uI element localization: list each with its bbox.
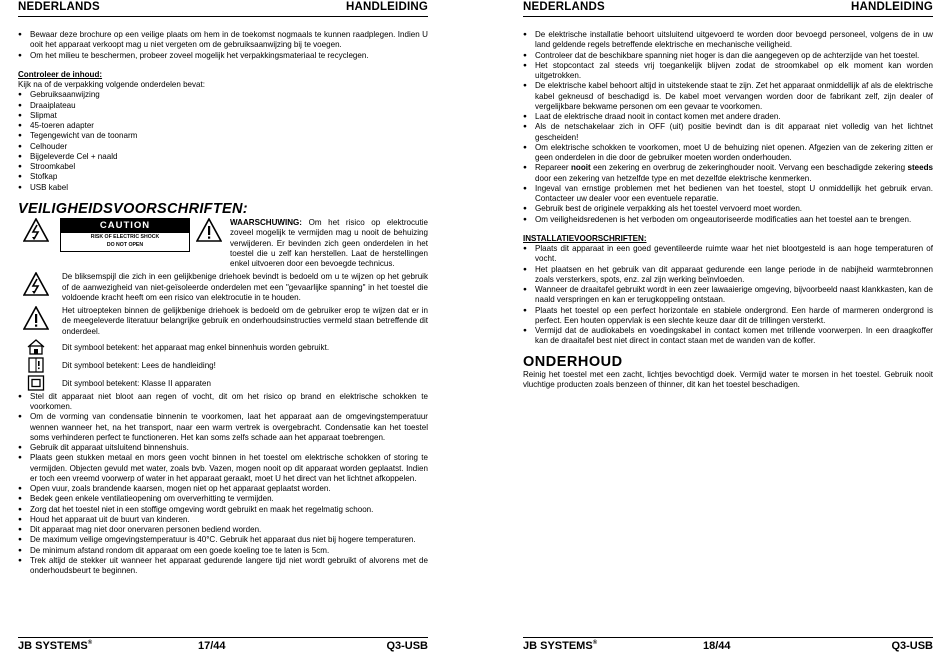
safety-heading: VEILIGHEIDSVOORSCHRIFTEN: [18,200,248,217]
footer-brand: JB SYSTEMS® [523,640,598,652]
page-right [523,0,933,654]
list-item: ● Slipmat [18,111,428,121]
indoor-symbol-text: Dit symbool betekent: het apparaat mag enkel binnenhuis worden gebruikt. [62,342,330,352]
list-item: ● Open vuur, zoals brandende kaarsen, mogen niet op het apparaat geplaatst worden. [18,484,428,494]
list-item: ● Bewaar deze brochure op een veilige plaats om hem in de toekomst nogmaals te kunnen raadplegen. Indien U ooit het apparaat verkoopt mag u niet vergeten om de gebruiksaanwijzing bij te voegen. [18,30,428,51]
list-item: ● Het plaatsen en het gebruik van dit apparaat gedurende een lange periode in de nabijheid warmtebronnen zoals versterkers, spots, enz. zal zijn werking beïnvloeden. [523,265,933,286]
maintenance-text: Reinig het toestel met een zacht, lichtjes bevochtigd doek. Vermijd water te morsen in het toestel. Gebruik nooit vluchtige producten zoals benzeen of thinner, dit kan het toestel beschadigen. [523,369,933,389]
exclamation-row [18,306,428,337]
manual-book-icon [18,357,54,373]
list-item: ● De elektrische kabel behoort altijd in uitstekende staat te zijn. Zet het apparaat onmiddellijk af als de elektrische kabel gekneusd of beschadigd is. De kabel moet vervangen worden door de fabrikant zelf, zijn dealer of vergelijkbare bekwame personen om een gevaar te voorkomen. [523,81,933,112]
install-section [523,234,933,347]
list-item: ● Trek altijd de stekker uit wanneer het apparaat gedurende langere tijd niet wordt gebruikt of alvorens met de onderhoudsbeurt te beginnen. [18,556,428,577]
list-item: ● Houd het apparaat uit de buurt van kinderen. [18,515,428,525]
page-footer [523,640,933,654]
caution-row [18,218,428,269]
list-item: ● Stroomkabel [18,162,428,172]
list-item: ● Repareer nooit een zekering en overbrug de zekeringhouder nooit. Vervang een beschadigde zekering steeds door een zekering van hetzelfde type en met dezelfde elektrische kenmerken. [523,163,933,184]
safety-list [18,392,428,577]
list-item: ● Gebruik best de originele verpakking als het toestel vervoerd moet worden. [523,204,933,214]
lightning-triangle-icon [18,272,54,296]
house-icon [18,339,54,355]
footer-rule [18,637,428,638]
list-item: ● Als de netschakelaar zich in OFF (uit) positie bevindt dan is dit apparaat niet volledig van het lichtnet gescheiden! [523,122,933,143]
footer-model: Q3-USB [386,640,428,652]
list-item: ● Controleer dat de beschikbare spanning niet hoger is dan die aangegeven op de achterzijde van het toestel. [523,51,933,61]
indoor-symbol-row [18,339,428,355]
class2-symbol-row [18,375,428,391]
list-item: ● Om veiligheidsredenen is het verboden om ongeautoriseerde modificaties aan het toestel aan te brengen. [523,215,933,225]
header-title: HANDLEIDING [850,1,933,13]
page-left [18,0,428,654]
footer-brand: JB SYSTEMS® [18,640,93,652]
page-footer [18,640,428,654]
list-item: ● Bijgeleverde Cel + naald [18,152,428,162]
install-list [523,244,933,347]
footer-model: Q3-USB [891,640,933,652]
list-item: ● De maximum veilige omgevingstemperatuur is 40°C. Gebruik het apparaat dus niet bij hogere temperaturen. [18,535,428,545]
safety-list [523,30,933,225]
page-content [18,30,428,576]
manual-symbol-row [18,357,428,373]
list-item: ● Plaats dit apparaat in een goed geventileerde ruimte waar het niet blootgesteld is aan hoge temperaturen of vocht. [523,244,933,265]
footer-rule [523,637,933,638]
lightning-row [18,272,428,303]
list-item: ● Vermijd dat de audiokabels en voedingskabel in contact komen met trillende voorwerpen. In een draagkoffer kan de draaitafel best niet direct in contact staan met de wanden van de koffer. [523,326,933,347]
lightning-triangle-icon [18,218,54,242]
manual-symbol-text: Dit symbool betekent: Lees de handleiding! [62,360,216,370]
list-item: ● Tegengewicht van de toonarm [18,131,428,141]
contents-heading: Controleer de inhoud: [18,69,103,79]
list-item: ● Gebruiksaanwijzing [18,90,428,100]
list-item: ● Bedek geen enkele ventilatieopening om oververhitting te vermijden. [18,494,428,504]
list-item: ● Ingeval van ernstige problemen met het bedienen van het toestel, stopt U onmiddellijk het gebruik ervan. Contacteer uw dealer voor een eventuele reparatie. [523,184,933,205]
list-item: ● Plaats het toestel op een perfect horizontale en stabiele ondergrond. Een harde of marmeren ondergrond is perfect. Een houten oppervlak is een slechte keuze daar dit de trillingen versterkt. [523,306,933,327]
exclamation-text: Het uitroepteken binnen de gelijkbenige driehoek is bedoeld om de gebruiker erop te wijzen dat er in de meegeleverde literatuur belangrijke gebruik en onderhoudsinstructies vermeld staan betreffende dit onderdeel. [62,306,428,336]
page-header [18,1,428,15]
contents-list [18,90,428,193]
list-item: ● De minimum afstand rondom dit apparaat om een goede koeling toe te laten is 5cm. [18,546,428,556]
list-item: ● Gebruik dit apparaat uitsluitend binnenshuis. [18,443,428,453]
list-item: ● De elektrische installatie behoort uitsluitend uitgevoerd te worden door bevoegd personeel, volgens de in uw land geldende regels betreffende elektrische en mechanische veiligheid. [523,30,933,51]
list-item: ● Plaats geen stukken metaal en mors geen vocht binnen in het toestel om elektrische schokken of storing te vermijden. Objecten gevuld met water, zoals bvb. Vazen, mogen nooit op dit apparaat worden geplaatst. Indien er toch een vreemd voorwerp of water in het apparaat geraakt, moet U het direct van het lichtnet afkoppelen. [18,453,428,484]
warning-text: WAARSCHUWING: Om het risico op elektrocutie zoveel mogelijk te vermijden mag u nooit de behuizing verwijderen. Er bevinden zich geen onderdelen in het toestel die u zelf kan herstellen. Laat de herstellingen enkel uitvoeren door een bevoegde technicus. [230,218,428,268]
list-item: ● Zorg dat het toestel niet in een stoffige omgeving wordt gebruikt en maak het regelmatig schoon. [18,505,428,515]
exclamation-triangle-icon [18,306,54,330]
list-item: ● Draaiplateau [18,101,428,111]
list-item: ● Laat de elektrische draad nooit in contact komen met andere draden. [523,112,933,122]
intro-list [18,30,428,61]
header-rule [18,16,428,17]
list-item: ● Dit apparaat mag niet door onervaren personen bediend worden. [18,525,428,535]
caution-label [60,218,190,252]
list-item: ● Om het milieu te beschermen, probeer zoveel mogelijk het verpakkingsmateriaal te recyclegen. [18,51,428,61]
list-item: ● USB kabel [18,183,428,193]
footer-page-number: 17/44 [198,640,226,652]
caution-subtitle: RISK OF ELECTRIC SHOCK DO NOT OPEN [90,234,160,248]
list-item: ● Stel dit apparaat niet bloot aan regen of vocht, dit om het risico op brand en elektrische schokken te voorkomen. [18,392,428,413]
caution-title: CAUTION [61,219,189,233]
list-item: ● Om elektrische schokken te voorkomen, moet U de behuizing niet openen. Afgezien van de zekering zitten er geen onderdelen in die door de gebruiker moeten worden onderhouden. [523,143,933,164]
page-header [523,1,933,15]
list-item: ● Celhouder [18,142,428,152]
install-heading: INSTALLATIEVOORSCHRIFTEN: [523,233,647,243]
double-square-icon [18,375,54,391]
list-item: ● Om de vorming van condensatie binnenin te voorkomen, laat het apparaat aan de omgevingstemperatuur wennen wanneer het, na het transport, naar een warm vertrek is overgebracht. Condensatie kan het toestel soms verhinderen perfect te functioneren. Het kan soms zelfs schade aan het apparaat toebrengen. [18,412,428,443]
contents-intro: Kijk na of de verpakking volgende onderdelen bevat: [18,80,205,89]
list-item: ● Het stopcontact zal steeds vrij toegankelijk blijven zodat de stroomkabel op elk moment kan worden uitgetrokken. [523,61,933,82]
list-item: ● Wanneer de draaitafel gebruikt wordt in een zeer lawaaierige omgeving, bijvoorbeeld naast klankkasten, kan de naald verspringen en kan er terugkoppeling ontstaan. [523,285,933,306]
header-rule [523,16,933,17]
list-item: ● Stofkap [18,172,428,182]
footer-page-number: 18/44 [703,640,731,652]
header-language: NEDERLANDS [523,1,605,13]
list-item: ● 45-toeren adapter [18,121,428,131]
class2-symbol-text: Dit symbool betekent: Klasse II apparaten [62,378,211,388]
contents-section [18,70,428,193]
header-title: HANDLEIDING [345,1,428,13]
lightning-text: De bliksemspijl die zich in een gelijkbenige driehoek bevindt is bedoeld om u te wijzen op het gebruik of de aanwezigheid van niet-geïsoleerde onderdelen met een "gevaarlijke spanning" in het toestel die voldoende kracht heeft om een risico van elektrocutie in te houden. [62,272,428,302]
header-language: NEDERLANDS [18,1,100,13]
exclamation-triangle-icon [196,218,222,245]
maintenance-heading: ONDERHOUD [523,353,623,370]
page-content [523,30,933,390]
